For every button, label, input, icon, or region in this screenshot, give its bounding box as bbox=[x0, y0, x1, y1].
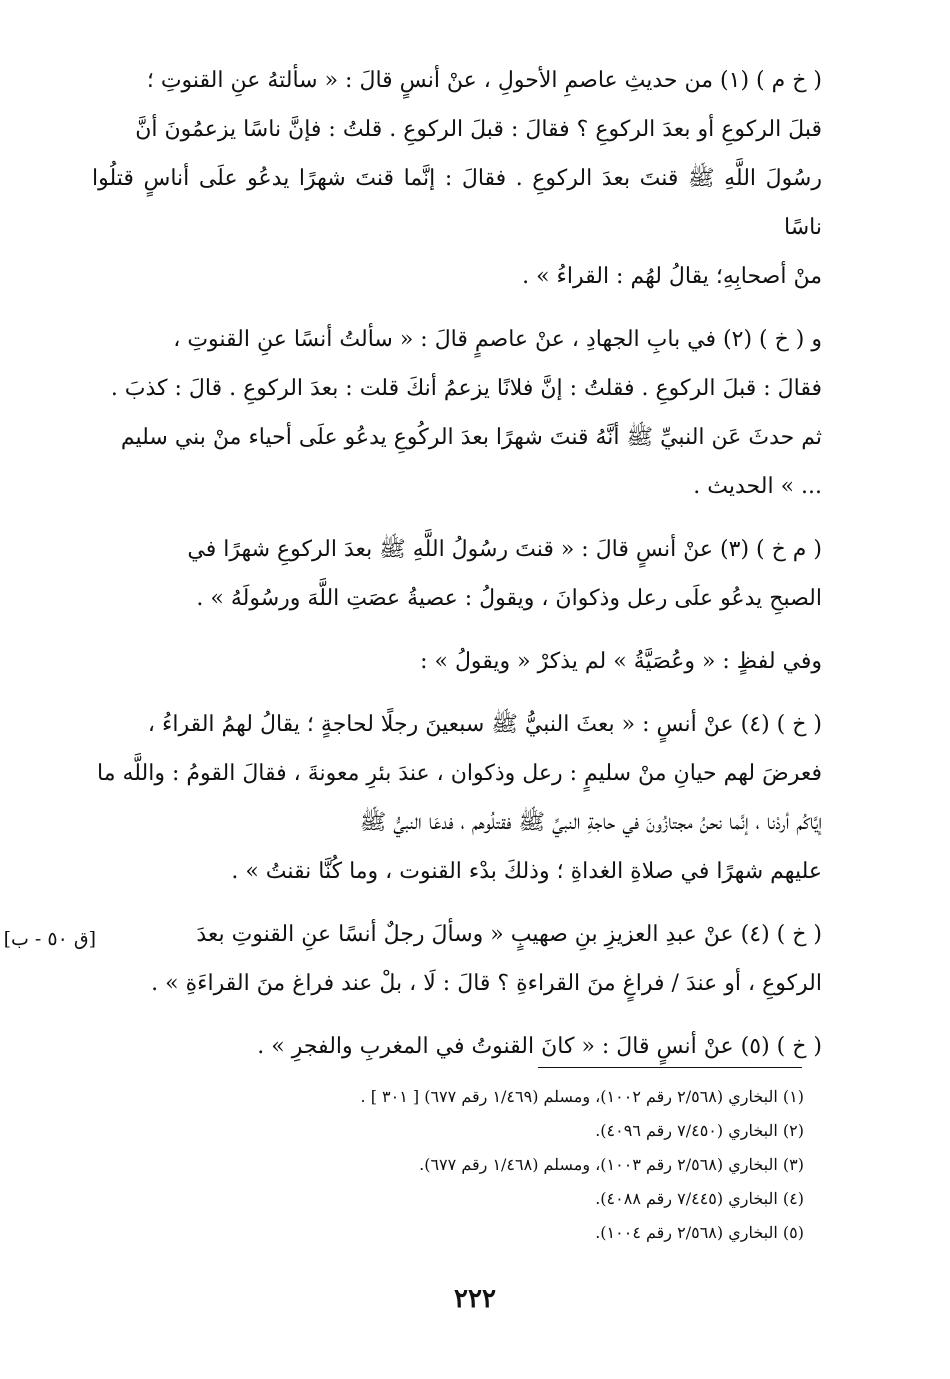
hadith-line: عليهم شهرًا في صلاةِ الغداةِ ؛ وذلكَ بدْء القنوت ، وما كُنَّا نقنتُ » . bbox=[231, 859, 822, 884]
hadith-intro: ( خ ) (٥) عنْ أنسٍ قالَ : « كانَ القنوتُ في المغربِ والفجرِ » . bbox=[257, 1034, 822, 1059]
hadith-line: رسُولَ اللَّهِ ﷺ قنتَ بعدَ الركوعِ . فقالَ : إنَّما قنتَ شهرًا يدعُو علَى أناسٍ قتلُوا ناسًا bbox=[92, 166, 822, 240]
hadith-line: ... » الحديث . bbox=[693, 474, 822, 499]
hadith-intro: وفي لفظٍ : « وعُصَيَّةُ » لم يذكرْ « ويقولُ » : bbox=[420, 649, 822, 674]
hadith-line: إيَّاكُم أردْنا ، إنَّما نحنُ مجتازُونَ في حاجةِ النبيِّ ﷺ فقتلُوهم ، فدعَا النبيُّ ﷺ bbox=[359, 810, 822, 835]
hadith-line: الركوعِ ، أو عندَ / فراغٍ منَ القراءةِ ؟ قالَ : لَا ، بلْ عند فراغ منَ القراءَةِ » . bbox=[151, 971, 822, 996]
hadith-paragraph bbox=[92, 910, 822, 1008]
hadith-line: الصبحِ يدعُو علَى رعل وذكوانَ ، ويقولُ : عصيةُ عصَتِ اللَّهَ ورسُولَهُ » . bbox=[196, 586, 822, 611]
footnote-item: (٢) البخاري (٧/٤٥٠ رقم ٤٠٩٦). bbox=[595, 1121, 804, 1140]
main-text bbox=[92, 56, 822, 1085]
footnote-item: (٥) البخاري (٢/٥٦٨ رقم ١٠٠٤). bbox=[595, 1223, 804, 1242]
manuscript-margin-note: [ق ٥٠ - ب] bbox=[3, 928, 96, 950]
hadith-line: منْ أصحابِهِ؛ يقالُ لهُم : القراءُ » . bbox=[522, 264, 822, 289]
footnote-divider bbox=[538, 1067, 802, 1068]
page-number: ٢٢٢ bbox=[454, 1284, 496, 1314]
hadith-paragraph bbox=[92, 637, 822, 686]
hadith-paragraph bbox=[92, 56, 822, 301]
hadith-paragraph bbox=[92, 700, 822, 896]
footnote-item: (١) البخاري (٢/٥٦٨ رقم ١٠٠٢)، ومسلم (١/٤٦٩ رقم ٦٧٧) [ ٣٠١ ] . bbox=[360, 1087, 804, 1106]
hadith-intro: و ( خ ) (٢) في بابِ الجهادِ ، عنْ عاصمٍ قالَ : « سألتُ أنسًا عنِ القنوتِ ، bbox=[173, 327, 822, 352]
hadith-line: ثم حدثَ عَن النبيِّ ﷺ أنَّهُ قنتَ شهرًا بعدَ الركُوعِ يدعُو علَى أحياء منْ بني سليم bbox=[120, 425, 822, 450]
hadith-line: فعرضَ لهم حيانِ منْ سليمٍ : رعل وذكوان ، عندَ بئرِ معونةَ ، فقالَ القومُ : واللَّه ما bbox=[97, 761, 822, 786]
hadith-line: قبلَ الركوعِ أو بعدَ الركوعِ ؟ فقالَ : قبلَ الركوعِ . قلتُ : فإنَّ ناسًا يزعمُونَ أنَّ bbox=[135, 117, 822, 142]
hadith-paragraph bbox=[92, 1022, 822, 1071]
hadith-intro: ( خ ) (٤) عنْ عبدِ العزيزِ بنِ صهيبٍ « وسألَ رجلٌ أنسًا عنِ القنوتِ بعدَ bbox=[196, 922, 822, 947]
hadith-paragraph bbox=[92, 525, 822, 623]
hadith-intro: ( خ م ) (١) من حديثِ عاصمِ الأحولِ ، عنْ أنسٍ قالَ : « سألتهُ عنِ القنوتِ ؛ bbox=[146, 68, 822, 93]
footnote-item: (٣) البخاري (٢/٥٦٨ رقم ١٠٠٣)، ومسلم (١/٤٦٨ رقم ٦٧٧). bbox=[419, 1155, 804, 1174]
hadith-paragraph bbox=[92, 315, 822, 511]
hadith-intro: ( م خ ) (٣) عنْ أنسٍ قالَ : « قنتَ رسُولُ اللَّهِ ﷺ بعدَ الركوعِ شهرًا في bbox=[187, 537, 822, 562]
footnote-item: (٤) البخاري (٧/٤٤٥ رقم ٤٠٨٨). bbox=[595, 1189, 804, 1208]
hadith-intro: ( خ ) (٤) عنْ أنسٍ : « بعثَ النبيُّ ﷺ سبعينَ رجلًا لحاجةٍ ؛ يقالُ لهمُ القراءُ ، bbox=[147, 712, 822, 737]
footnotes bbox=[160, 1080, 804, 1250]
hadith-line: فقالَ : قبلَ الركوعِ . فقلتُ : إنَّ فلانًا يزعمُ أنكَ قلت : بعدَ الركوعِ . قالَ : كذبَ . bbox=[110, 376, 822, 401]
